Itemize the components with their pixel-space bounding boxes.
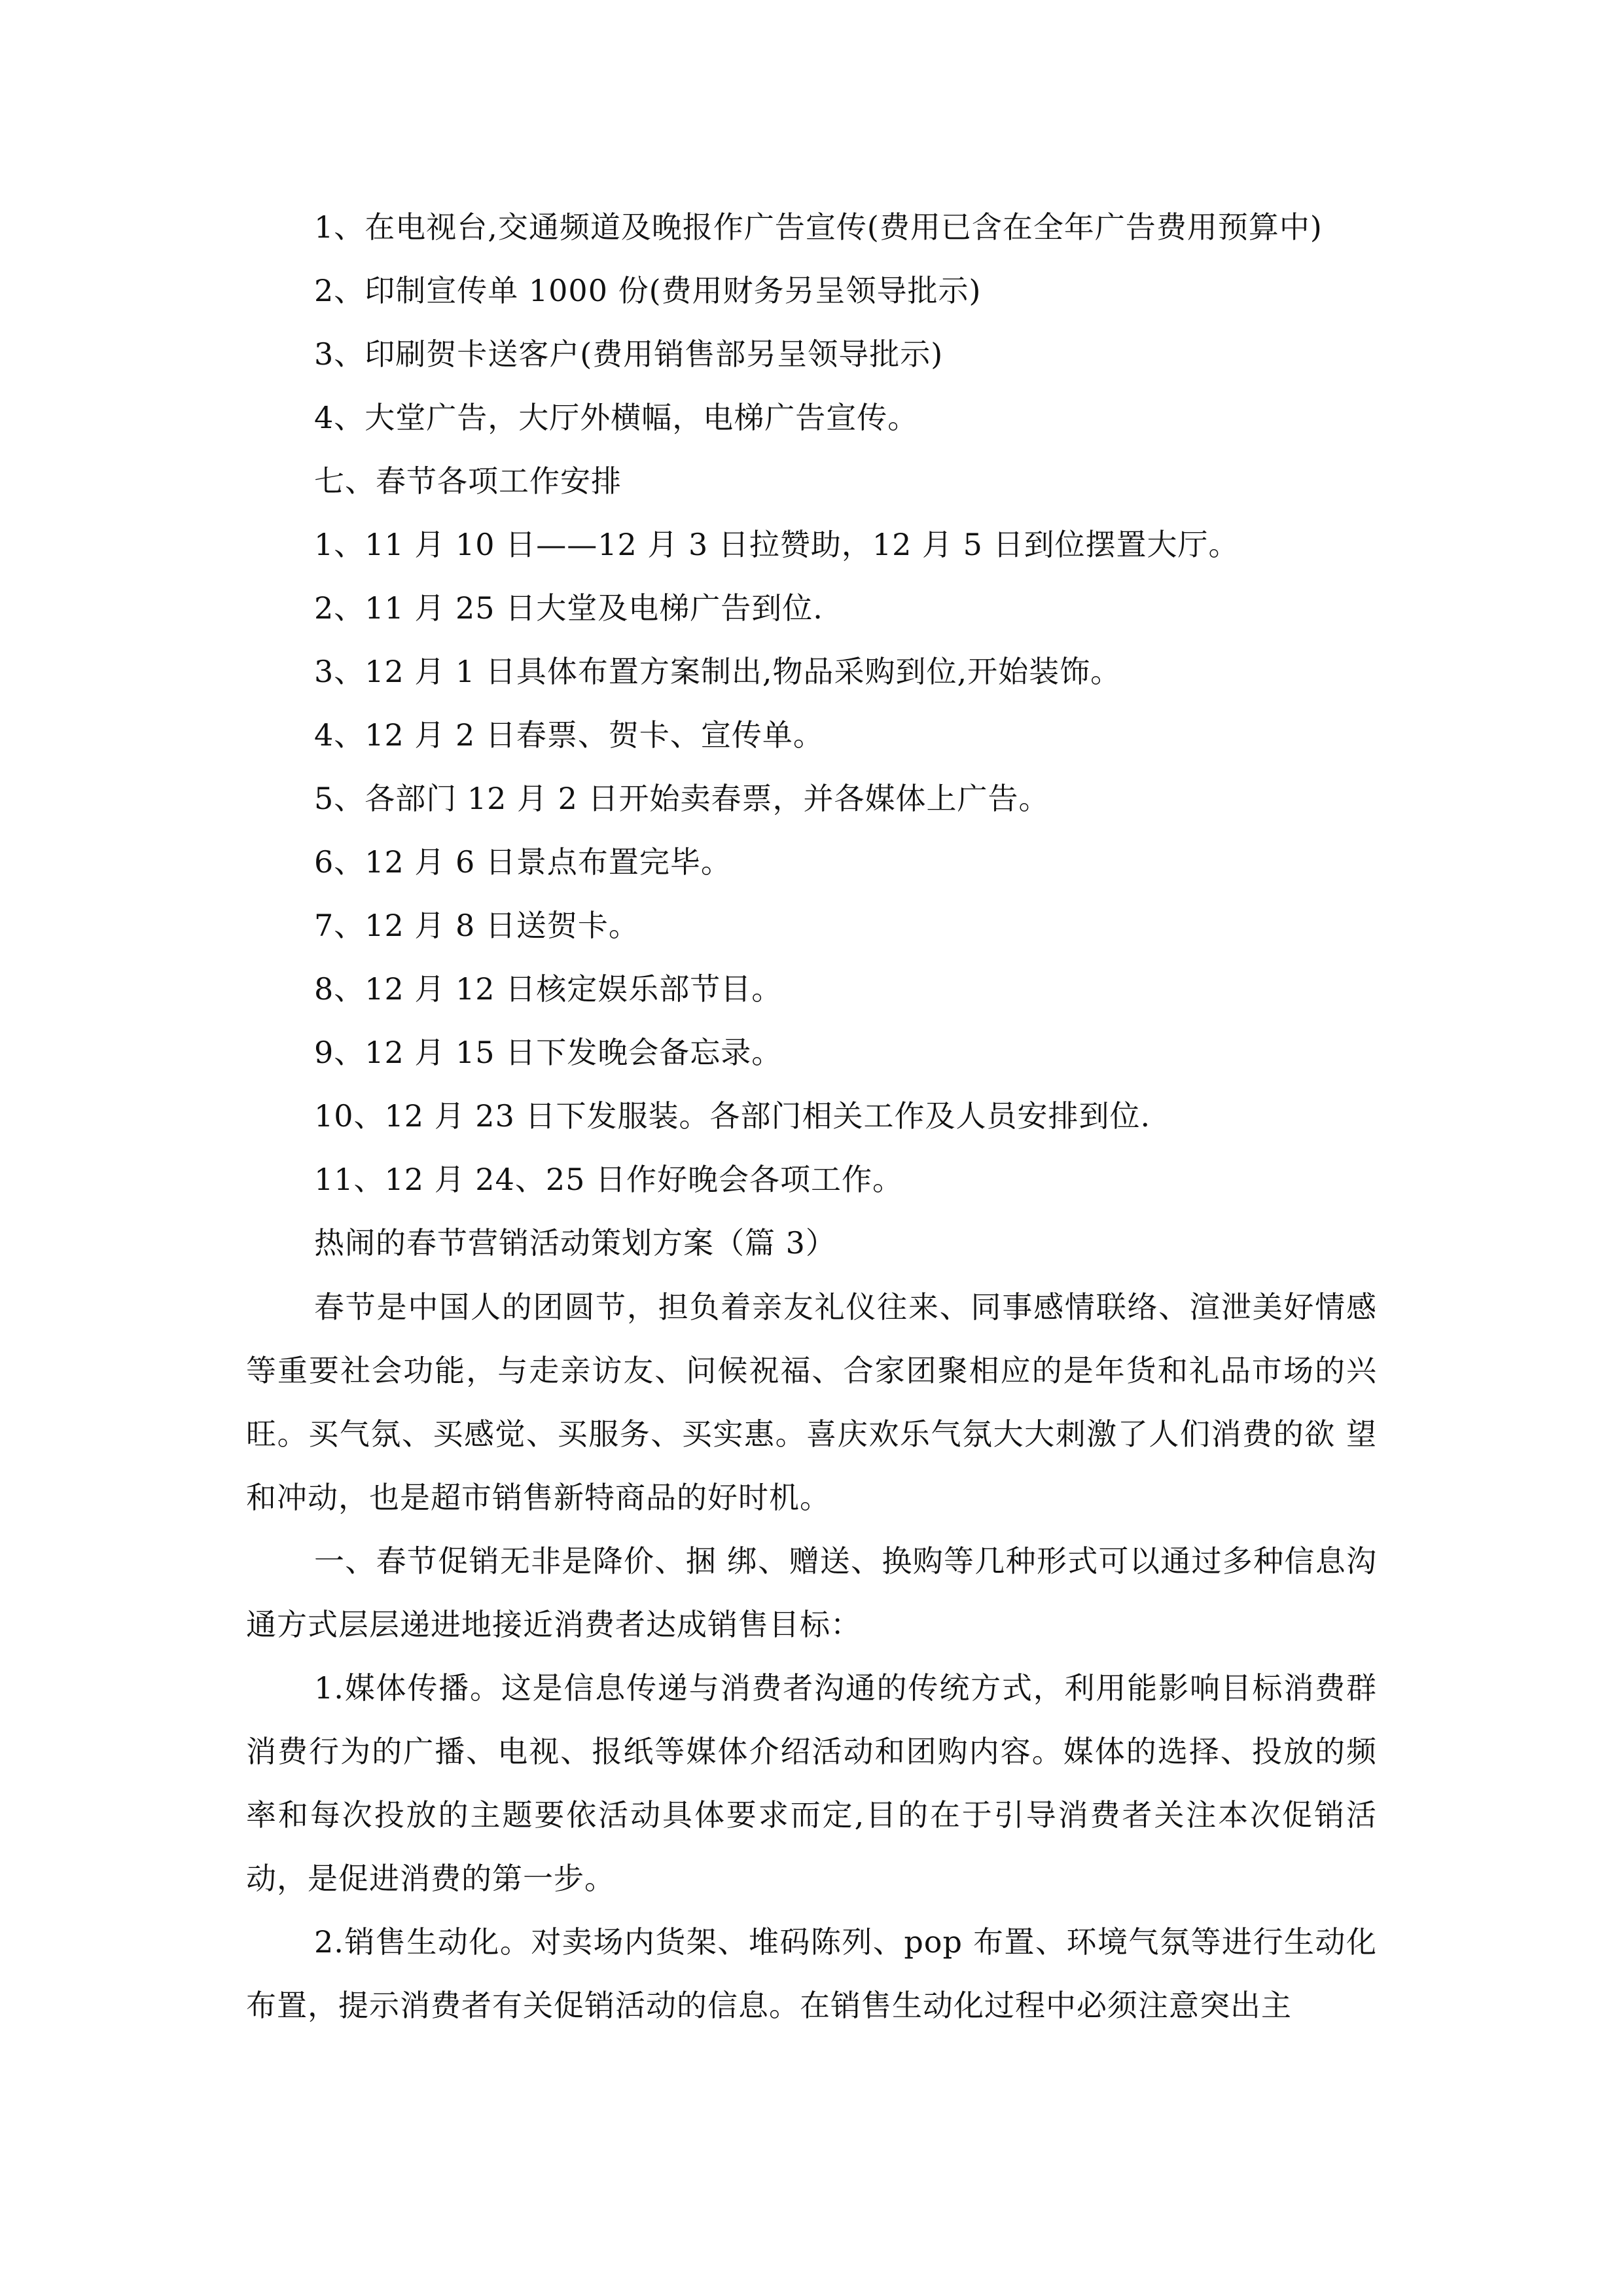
list-item-3: 3、印刷贺卡送客户(费用销售部另呈领导批示) [314,336,944,372]
paragraph-media: 1.媒体传播。这是信息传递与消费者沟通的传统方式，利用能影响目标消费群消费行为的广播、电视、报纸等媒体介绍活动和团购内容。媒体的选择、投放的频率和每次投放的主题要依活动具体要求而定,目的在于引导消费者关注本次促销活动，是促进消费的第一步。 [246,1670,1377,1896]
schedule-item-1: 1、11 月 10 日——12 月 3 日拉赞助，12 月 5 日到位摆置大厅。 [314,527,1240,562]
list-item-1: 1、在电视台,交通频道及晚报作广告宣传(费用已含在全年广告费用预算中) [314,209,1323,245]
section-heading: 七、春节各项工作安排 [314,463,622,499]
schedule-item-4: 4、12 月 2 日春票、贺卡、宣传单。 [314,717,824,753]
schedule-item-5: 5、各部门 12 月 2 日开始卖春票，并各媒体上广告。 [314,781,1050,816]
paragraph-merchandising: 2.销售生动化。对卖场内货架、堆码陈列、pop 布置、环境气氛等进行生动化布置，提示消费者有关促销活动的信息。在销售生动化过程中必须注意突出主 [246,1924,1377,2023]
schedule-item-7: 7、12 月 8 日送贺卡。 [314,908,639,943]
schedule-item-10: 10、12 月 23 日下发服装。各部门相关工作及人员安排到位. [314,1098,1151,1134]
schedule-item-3: 3、12 月 1 日具体布置方案制出,物品采购到位,开始装饰。 [314,654,1122,689]
schedule-item-8: 8、12 月 12 日核定娱乐部节目。 [314,971,783,1007]
paragraph-intro: 春节是中国人的团圆节，担负着亲友礼仪往来、同事感情联络、渲泄美好情感等重要社会功能，与走亲访友、问候祝福、合家团聚相应的是年货和礼品市场的兴旺。买气氛、买感觉、买服务、买实惠。喜庆欢乐气氛大大刺激了人们消费的欲 望和冲动，也是超市销售新特商品的好时机。 [246,1289,1377,1515]
article-title: 热闹的春节营销活动策划方案（篇 3） [314,1225,836,1261]
list-item-4: 4、大堂广告，大厅外横幅，电梯广告宣传。 [314,400,919,435]
list-item-2: 2、印制宣传单 1000 份(费用财务另呈领导批示) [314,273,982,308]
paragraph-promotion-forms: 一、春节促销无非是降价、捆 绑、赠送、换购等几种形式可以通过多种信息沟通方式层层递进地接近消费者达成销售目标： [246,1543,1377,1642]
schedule-item-2: 2、11 月 25 日大堂及电梯广告到位. [314,590,823,626]
schedule-item-6: 6、12 月 6 日景点布置完毕。 [314,844,732,880]
schedule-item-9: 9、12 月 15 日下发晚会备忘录。 [314,1035,783,1070]
schedule-item-11: 11、12 月 24、25 日作好晚会各项工作。 [314,1162,903,1197]
